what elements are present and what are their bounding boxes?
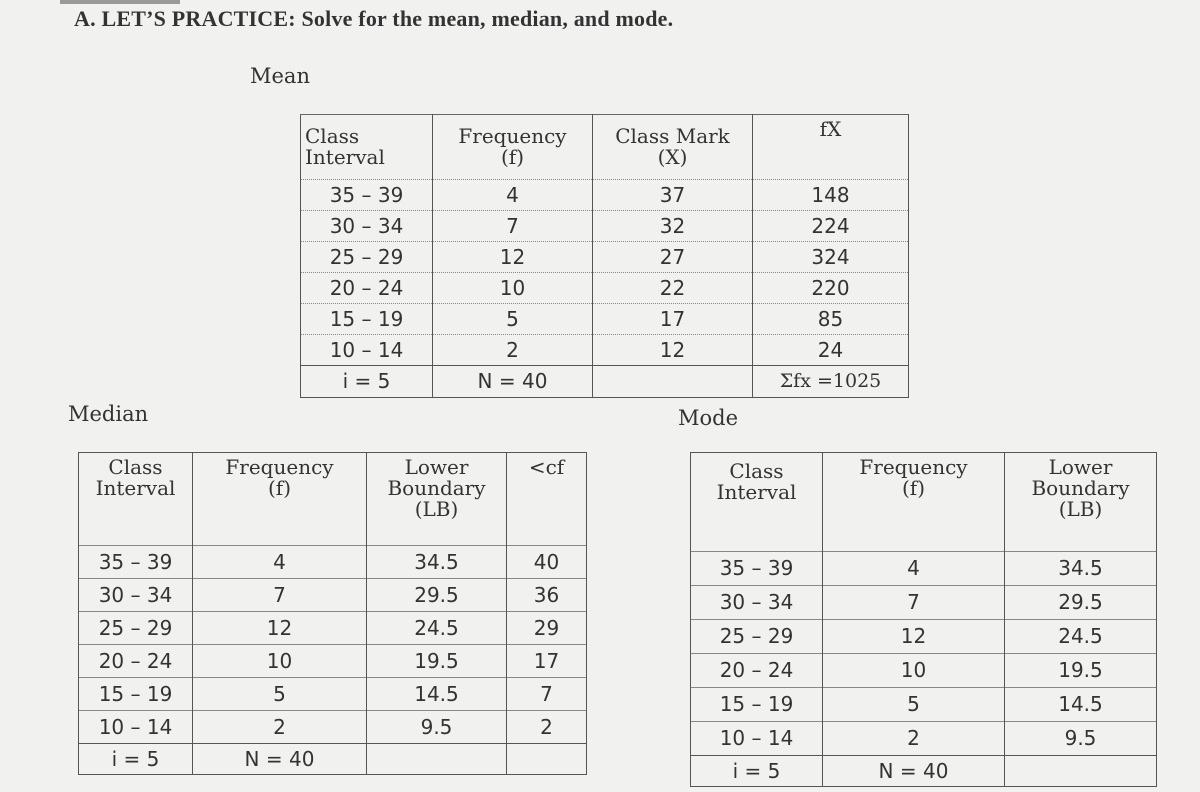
frequency-cell: 5: [823, 688, 1005, 722]
table-row: [79, 645, 587, 678]
table-row: [301, 180, 909, 211]
lower-boundary-cell: 29.5: [367, 579, 507, 612]
frequency-cell: 5: [193, 678, 367, 711]
class-mark-cell: 17: [593, 304, 753, 335]
lower-boundary-cell: 19.5: [1005, 654, 1157, 688]
lower-boundary-cell: 9.5: [367, 711, 507, 744]
table-row: [79, 546, 587, 579]
class-mark-cell: 32: [593, 211, 753, 242]
lower-boundary-cell: 24.5: [367, 612, 507, 645]
cf-cell: 7: [507, 678, 587, 711]
table-row: [691, 552, 1157, 586]
table-row: [691, 586, 1157, 620]
class-interval-cell: 30 – 34: [691, 586, 823, 620]
lower-boundary-cell: 34.5: [1005, 552, 1157, 586]
header-lower-boundary: Lower Boundary (LB): [367, 453, 507, 546]
table-row: [301, 304, 909, 335]
class-interval-cell: 15 – 19: [301, 304, 433, 335]
total-frequency-cell: N = 40: [193, 744, 367, 775]
class-mark-cell: 12: [593, 335, 753, 366]
header-cumulative-frequency: <cf: [507, 453, 587, 546]
page-title: A. LET’S PRACTICE: Solve for the mean, median, and mode.: [74, 6, 674, 31]
table-row: [691, 620, 1157, 654]
class-interval-cell: 10 – 14: [691, 722, 823, 756]
fx-cell: 24: [753, 335, 909, 366]
class-interval-cell: 20 – 24: [301, 273, 433, 304]
median-table: [78, 452, 587, 775]
frequency-cell: 5: [433, 304, 593, 335]
table-row: [691, 722, 1157, 756]
table-row: [691, 688, 1157, 722]
table-row: [301, 273, 909, 304]
frequency-cell: 10: [433, 273, 593, 304]
frequency-cell: 12: [433, 242, 593, 273]
frequency-cell: 7: [823, 586, 1005, 620]
table-row: [79, 711, 587, 744]
header-class-interval: Class Interval: [79, 453, 193, 546]
class-interval-cell: 25 – 29: [691, 620, 823, 654]
empty-cell: [367, 744, 507, 775]
class-interval-cell: 35 – 39: [301, 180, 433, 211]
class-mark-cell: 37: [593, 180, 753, 211]
frequency-cell: 2: [823, 722, 1005, 756]
table-row: [301, 335, 909, 366]
cf-cell: 29: [507, 612, 587, 645]
header-class-interval: Class Interval: [691, 453, 823, 552]
frequency-cell: 12: [193, 612, 367, 645]
class-interval-cell: 20 – 24: [79, 645, 193, 678]
lower-boundary-cell: 34.5: [367, 546, 507, 579]
class-interval-cell: 30 – 34: [79, 579, 193, 612]
header-frequency: Frequency (f): [433, 115, 593, 180]
table-row: [79, 612, 587, 645]
table-row: [691, 654, 1157, 688]
class-interval-cell: 35 – 39: [79, 546, 193, 579]
total-frequency-cell: N = 40: [823, 756, 1005, 787]
cf-cell: 2: [507, 711, 587, 744]
class-interval-cell: 30 – 34: [301, 211, 433, 242]
class-mark-cell: 22: [593, 273, 753, 304]
table-footer-row: [79, 744, 587, 775]
cf-cell: 36: [507, 579, 587, 612]
fx-cell: 85: [753, 304, 909, 335]
table-footer-row: [301, 366, 909, 398]
class-interval-cell: 35 – 39: [691, 552, 823, 586]
class-width-cell: i = 5: [691, 756, 823, 787]
total-frequency-cell: N = 40: [433, 366, 593, 398]
class-interval-cell: 25 – 29: [301, 242, 433, 273]
cf-cell: 40: [507, 546, 587, 579]
class-mark-cell: 27: [593, 242, 753, 273]
class-interval-cell: 15 – 19: [79, 678, 193, 711]
median-label: Median: [68, 402, 149, 426]
frequency-cell: 2: [193, 711, 367, 744]
header-frequency: Frequency (f): [823, 453, 1005, 552]
frequency-cell: 2: [433, 335, 593, 366]
mean-label: Mean: [250, 64, 310, 88]
frequency-cell: 7: [433, 211, 593, 242]
frequency-cell: 10: [193, 645, 367, 678]
header-lower-boundary: Lower Boundary (LB): [1005, 453, 1157, 552]
header-fx: fX: [753, 115, 909, 180]
lower-boundary-cell: 9.5: [1005, 722, 1157, 756]
fx-cell: 220: [753, 273, 909, 304]
fx-cell: 148: [753, 180, 909, 211]
class-interval-cell: 25 – 29: [79, 612, 193, 645]
sum-fx-cell: Σfx =1025: [753, 366, 909, 398]
header-frequency: Frequency (f): [193, 453, 367, 546]
frequency-cell: 4: [433, 180, 593, 211]
table-row: [79, 579, 587, 612]
class-interval-cell: 20 – 24: [691, 654, 823, 688]
fx-cell: 224: [753, 211, 909, 242]
cf-cell: 17: [507, 645, 587, 678]
class-width-cell: i = 5: [301, 366, 433, 398]
page-top-edge: [60, 0, 180, 4]
empty-cell: [593, 366, 753, 398]
table-row: [79, 678, 587, 711]
header-class-mark: Class Mark (X): [593, 115, 753, 180]
empty-cell: [507, 744, 587, 775]
class-width-cell: i = 5: [79, 744, 193, 775]
mode-label: Mode: [678, 406, 739, 430]
table-row: [301, 242, 909, 273]
frequency-cell: 4: [193, 546, 367, 579]
frequency-cell: 10: [823, 654, 1005, 688]
frequency-cell: 12: [823, 620, 1005, 654]
table-row: [301, 211, 909, 242]
mode-table: [690, 452, 1157, 787]
lower-boundary-cell: 29.5: [1005, 586, 1157, 620]
lower-boundary-cell: 14.5: [367, 678, 507, 711]
fx-cell: 324: [753, 242, 909, 273]
class-interval-cell: 10 – 14: [79, 711, 193, 744]
lower-boundary-cell: 24.5: [1005, 620, 1157, 654]
header-class-interval: Class Interval: [301, 115, 433, 180]
table-footer-row: [691, 756, 1157, 787]
empty-cell: [1005, 756, 1157, 787]
lower-boundary-cell: 14.5: [1005, 688, 1157, 722]
frequency-cell: 7: [193, 579, 367, 612]
class-interval-cell: 15 – 19: [691, 688, 823, 722]
mean-table: [300, 114, 909, 398]
frequency-cell: 4: [823, 552, 1005, 586]
class-interval-cell: 10 – 14: [301, 335, 433, 366]
lower-boundary-cell: 19.5: [367, 645, 507, 678]
